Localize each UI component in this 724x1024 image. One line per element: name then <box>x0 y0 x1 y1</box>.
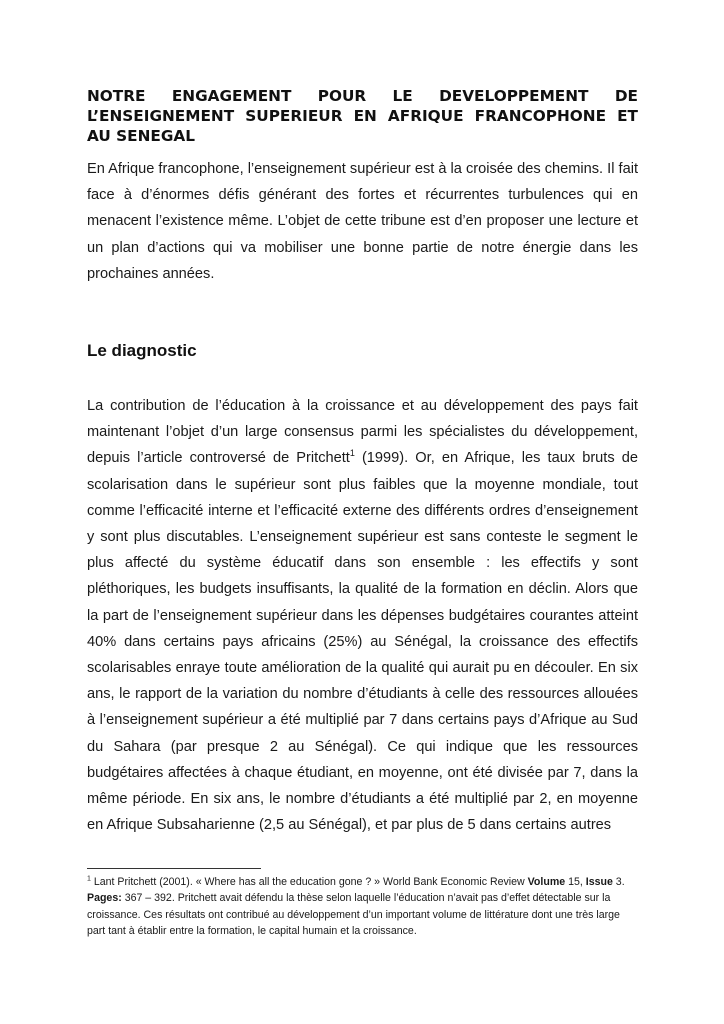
footnote-volume-label: Volume <box>527 876 566 888</box>
footnote-pages-label: Pages: <box>87 892 122 905</box>
section-heading-diagnostic: Le diagnostic <box>87 341 197 361</box>
footnote-commentary: 367 – 392. Pritchett avait défendu la thèse selon laquelle l’éducation n’avait pas d’effet détectable sur la croissance. Ces résultats ont contribué au développement d’un important volume de littérature dont une très large part tant à établir entre la formation, le capital humain et la croissance. <box>87 892 620 938</box>
diagnostic-text-part-1: La contribution de l’éducation à la croissance et au développement des pays fait maintenant l’objet d’un large consensus parmi les spécialistes du développement, depuis l’article controversé de Pritchett <box>87 398 638 467</box>
footnote-volume-value: 15, <box>565 876 586 888</box>
document-body <box>87 86 638 838</box>
footnote-issue-value: 3. <box>612 876 625 888</box>
footnote-reference[interactable]: 1 <box>349 448 355 459</box>
diagnostic-paragraph <box>87 393 638 838</box>
footnote-number: 1 <box>87 875 91 883</box>
footnote <box>87 874 638 940</box>
footnote-separator <box>87 868 261 869</box>
footnote-citation: Lant Pritchett (2001). « Where has all the education gone ? » World Bank Economic Review <box>90 876 528 888</box>
footnote-issue-label: Issue <box>585 876 613 888</box>
document-title: NOTRE ENGAGEMENT POUR LE DEVELOPPEMENT DE L’ENSEIGNEMENT SUPERIEUR EN AFRIQUE FRANCOPHONE ET AU SENEGAL <box>87 87 638 145</box>
intro-paragraph: En Afrique francophone, l’enseignement supérieur est à la croisée des chemins. Il fait face à d’énormes défis générant des fortes et récurrentes turbulences qui en menacent l’existence même. L’objet de cette tribune est d’en proposer une lecture et un plan d’actions qui va mobiliser une bonne partie de notre énergie dans les prochaines années. <box>87 161 638 282</box>
diagnostic-text-part-2: (1999). Or, en Afrique, les taux bruts de scolarisation dans le supérieur sont plus faibles que la moyenne mondiale, tout comme l’efficacité interne et l’efficacité externe des différents ordres d’enseignement y sont plus discutables. L’enseignement supérieur est sans conteste le segment le plus affecté du système éducatif dans son ensemble : les effectifs y sont pléthoriques, les budgets insuffisants, la qualité de la formation en déclin. Alors que la part de l’enseignement supérieur dans les dépenses budgétaires courantes atteint 40% dans certains pays africains (25%) au Sénégal, la croissance des effectifs scolarisables enraye toute amélioration de la qualité qui aurait pu en découler. En six ans, le rapport de la variation du nombre d’étudiants à celle des ressources allouées à l’enseignement supérieur a été multiplié par 7 dans certains pays d’Afrique au Sud du Sahara (par presque 2 au Sénégal). Ce qui indique que les ressources budgétaires affectées à chaque étudiant, en moyenne, ont été divisée par 7, dans la même période. En six ans, le nombre d’étudiants a été multiplié par 2, en moyenne en Afrique Subsaharienne (2,5 au Sénégal), et par plus de 5 dans certains autres <box>87 450 638 834</box>
